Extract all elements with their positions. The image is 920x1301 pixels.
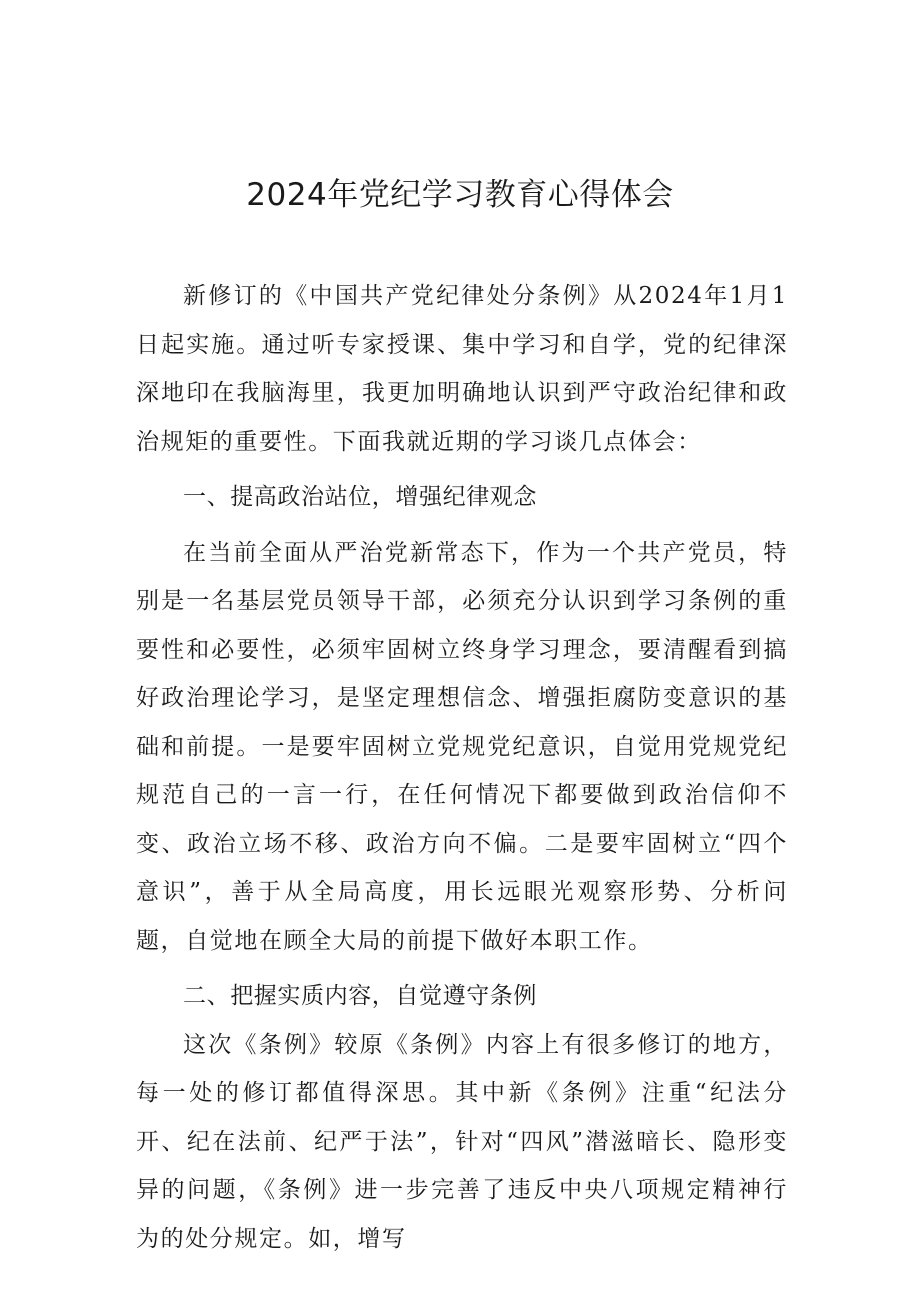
intro-paragraph: 新修订的《中国共产党纪律处分条例》从2024年1月1日起实施。通过听专家授课、集中学习和自学，党的纪律深深地印在我脑海里，我更加明确地认识到严守政治纪律和政治规矩的重要性。下面我就近期的学习谈几点体会： bbox=[136, 283, 788, 455]
section-paragraph-2: 这次《条例》较原《条例》内容上有很多修订的地方，每一处的修订都值得深思。其中新《条例》注重“纪法分开、纪在法前、纪严于法”，针对“四风”潜滋暗长、隐形变异的问题，《条例》进一步完善了违反中央八项规定精神行为的处分规定。如，增写 bbox=[136, 1031, 788, 1252]
document-body bbox=[136, 272, 788, 1263]
document-title: 2024年党纪学习教育心得体会 bbox=[246, 177, 674, 213]
section-heading-1: 一、提高政治站位，增强纪律观念 bbox=[183, 484, 537, 510]
section-paragraph-1: 在当前全面从严治党新常态下，作为一个共产党员，特别是一名基层党员领导干部，必须充分认识到学习条例的重要性和必要性，必须牢固树立终身学习理念，要清醒看到搞好政治理论学习，是坚定理想信念、增强拒腐防变意识的基础和前提。一是要牢固树立党规党纪意识，自觉用党规党纪规范自己的一言一行，在任何情况下都要做到政治信仰不变、政治立场不移、政治方向不偏。二是要牢固树立“四个意识”，善于从全局高度，用长远眼光观察形势、分析问题，自觉地在顾全大局的前提下做好本职工作。 bbox=[136, 539, 788, 954]
section-heading-2: 二、把握实质内容，自觉遵守条例 bbox=[183, 983, 537, 1009]
